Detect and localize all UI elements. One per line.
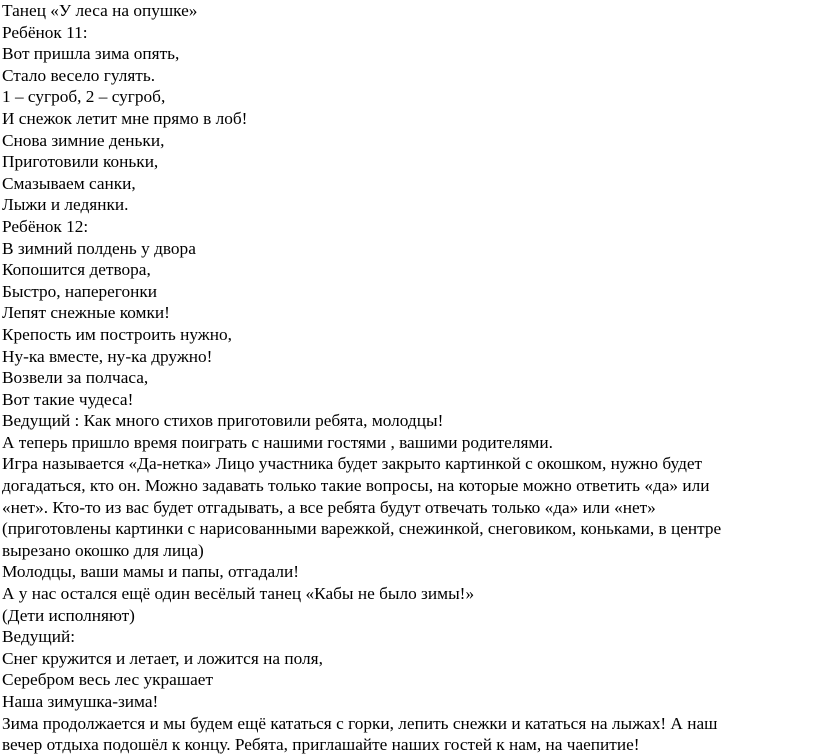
poem-line: Серебром весь лес украшает [2,670,214,690]
poem-line: Крепость им построить нужно, [2,324,232,344]
paragraph-line: Зима продолжается и мы будем ещё кататься с горки, лепить снежки и кататься на лыжах! А наш [2,713,718,733]
speaker-host: Ведущий: [2,627,76,647]
paragraph-line: А теперь пришло время поиграть с нашими гостями , вашими родителями. [2,432,553,452]
poem-line: И снежок летит мне прямо в лоб! [2,108,248,128]
speaker-child-12: Ребёнок 12: [2,216,89,236]
stage-direction: (Дети исполняют) [2,605,135,625]
poem-line: Снег кружится и летает, и ложится на поля, [2,648,323,668]
document-page [2,0,812,756]
paragraph-line: Игра называется «Да-нетка» Лицо участника будет закрыто картинкой с окошком, нужно будет [2,454,703,474]
poem-line: В зимний полдень у двора [2,238,196,258]
poem-line: Лепят снежные комки! [2,303,170,323]
paragraph-line: А у нас остался ещё один весёлый танец «Кабы не было зимы!» [2,584,475,604]
poem-line: Снова зимние деньки, [2,130,165,150]
paragraph-line: вырезано окошко для лица) [2,540,204,560]
poem-line: Наша зимушка-зима! [2,692,159,711]
poem-line: Смазываем санки, [2,173,136,193]
poem-line: Стало весело гулять. [2,65,156,85]
dance-title: Танец «У леса на опушке» [2,1,198,20]
poem-line: Копошится детвора, [2,260,151,280]
poem-line: Возвели за полчаса, [2,368,149,388]
paragraph-line: Молодцы, ваши мамы и папы, отгадали! [2,562,299,582]
paragraph-line: догадаться, кто он. Можно задавать только такие вопросы, на которые можно ответить «да» или [2,476,710,496]
paragraph-line: вечер отдыха подошёл к концу. Ребята, приглашайте наших гостей к нам, на чаепитие! [2,735,640,755]
paragraph-line: (приготовлены картинки с нарисованными варежкой, снежинкой, снеговиком, коньками, в центре [2,519,722,539]
poem-line: Вот пришла зима опять, [2,44,180,64]
host-speech: Ведущий : Как много стихов приготовили ребята, молодцы! [2,411,444,431]
paragraph-line: «нет». Кто-то из вас будет отгадывать, а все ребята будут отвечать только «да» или «нет» [2,497,656,517]
poem-line: Лыжи и ледянки. [2,195,129,215]
poem-line: Приготовили коньки, [2,152,159,172]
poem-line: Ну-ка вместе, ну-ка дружно! [2,346,213,366]
poem-line: Вот такие чудеса! [2,389,134,409]
speaker-child-11: Ребёнок 11: [2,22,88,42]
poem-line: Быстро, наперегонки [2,281,157,301]
poem-line: 1 – сугроб, 2 – сугроб, [2,87,166,107]
